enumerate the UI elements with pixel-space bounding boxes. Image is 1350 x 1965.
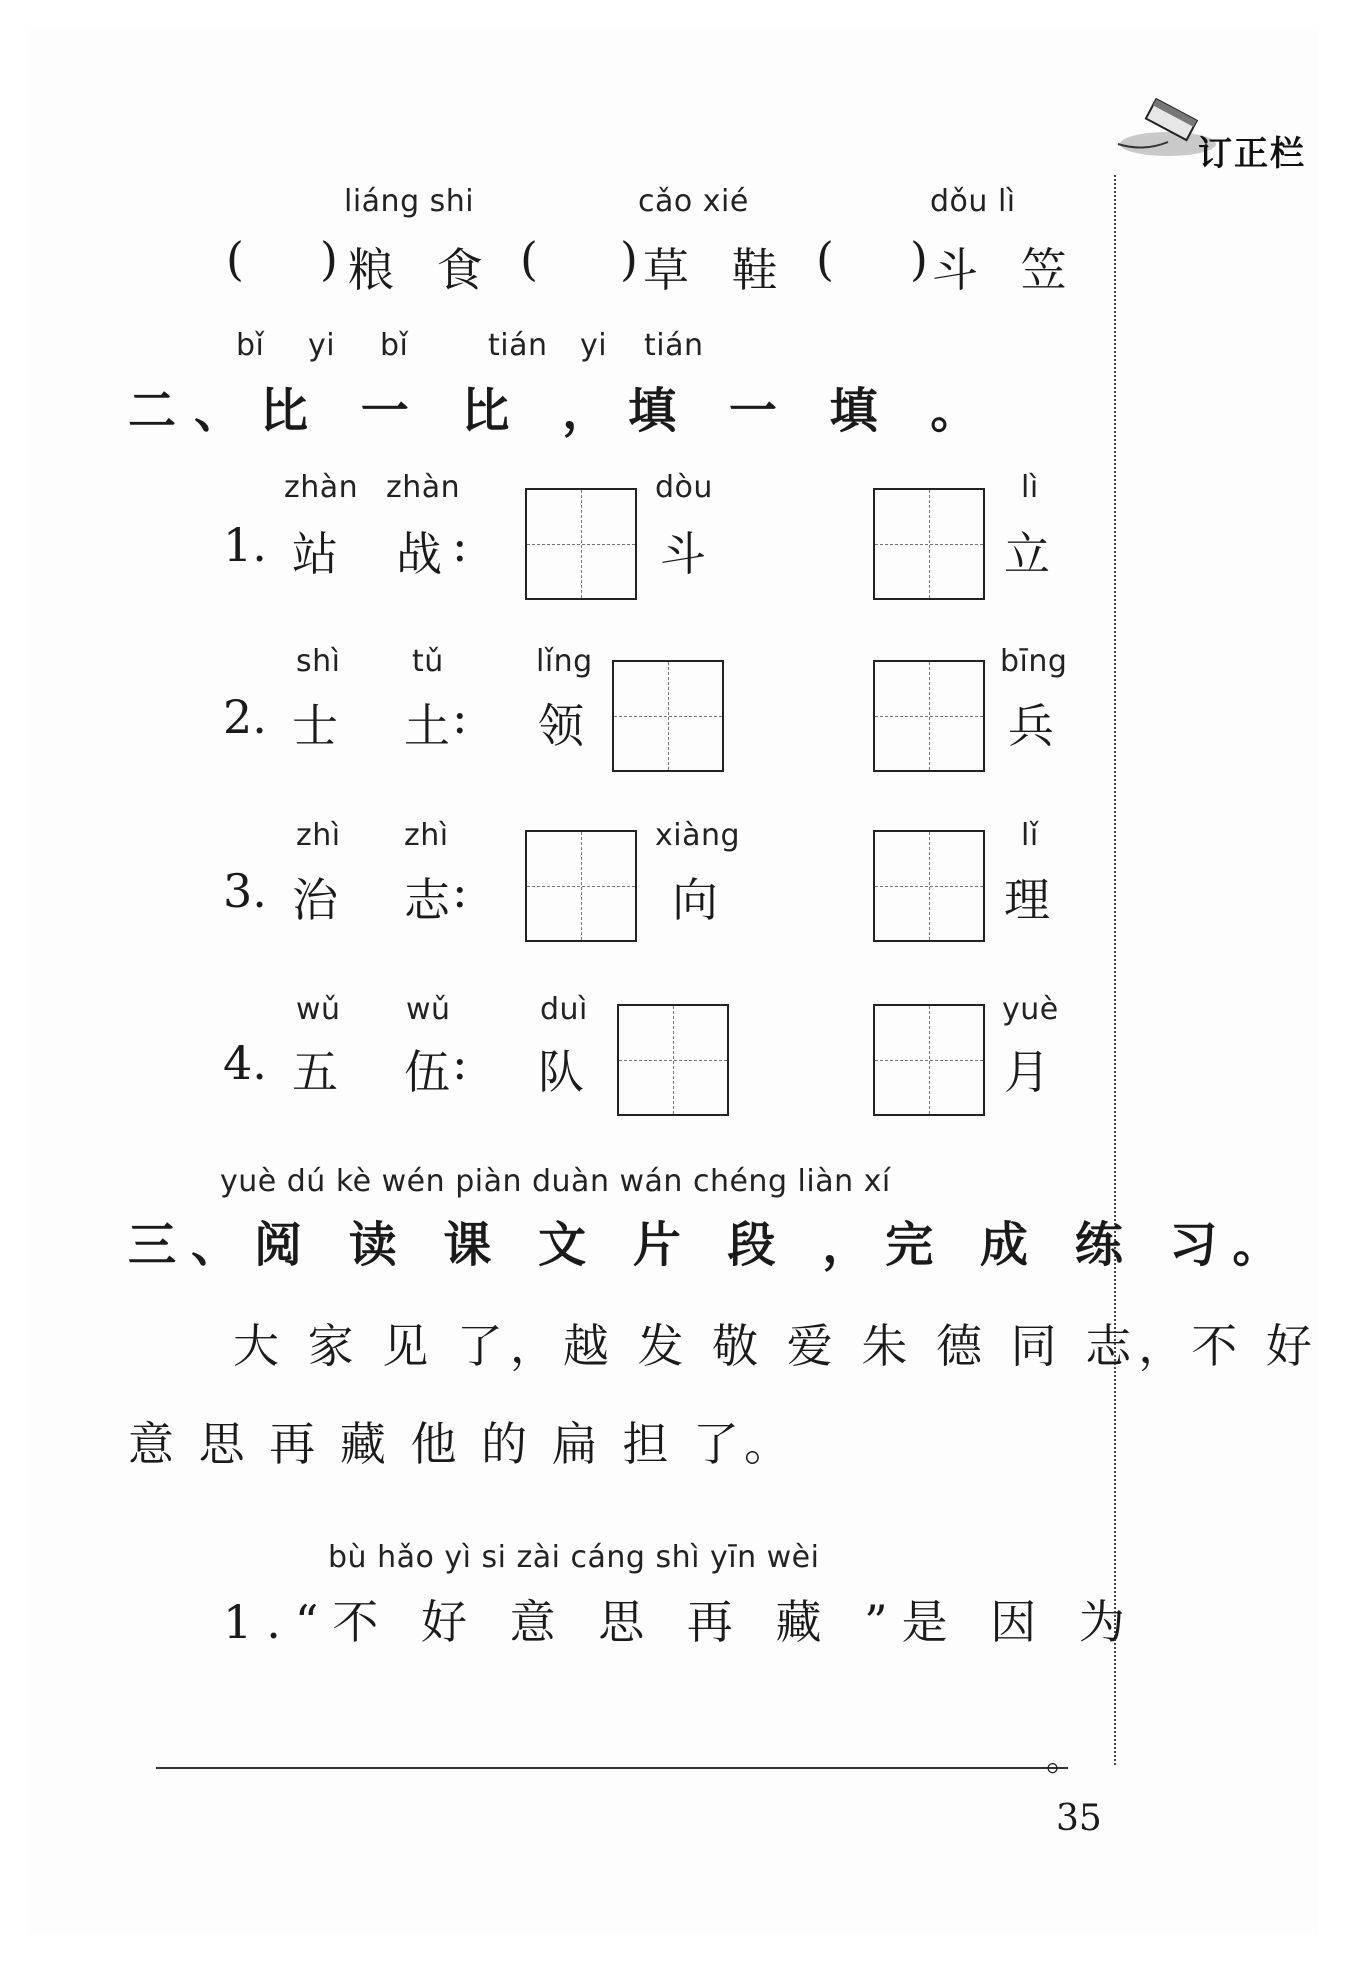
char: 五 xyxy=(292,1045,338,1099)
answer-box[interactable] xyxy=(617,1004,729,1116)
answer-box[interactable] xyxy=(873,830,985,942)
section-2-title: 二、比 一 比 ，填 一 填 。 xyxy=(128,383,997,439)
pinyin: dǒu lì xyxy=(930,184,1016,219)
char: 站 xyxy=(292,527,338,581)
pinyin: shì xyxy=(296,644,341,679)
correction-column-title: 订正栏 xyxy=(1198,134,1306,174)
pinyin: duì xyxy=(540,992,588,1027)
pinyin: tián xyxy=(488,328,548,363)
char: 月 xyxy=(1004,1045,1050,1099)
pinyin: bǐ xyxy=(380,328,409,363)
open-paren: ( xyxy=(520,232,538,286)
pinyin: yi xyxy=(308,328,336,363)
close-paren: ) xyxy=(910,232,928,286)
question-1: 1.“不 好 意 思 再 藏 ”是 因 为 xyxy=(223,1595,1139,1649)
colon: : xyxy=(452,690,468,744)
answer-box[interactable] xyxy=(525,830,637,942)
pinyin: zhì xyxy=(404,818,449,853)
section-3-title: 三、阅 读 课 文 片 段 ，完 成 练 习。 xyxy=(128,1217,1296,1273)
open-paren: ( xyxy=(816,232,834,286)
pinyin: bǐ xyxy=(236,328,265,363)
char: 向 xyxy=(672,873,718,927)
pinyin: wǔ xyxy=(296,992,341,1027)
correction-column-divider xyxy=(1114,175,1116,1765)
answer-box[interactable] xyxy=(873,488,985,600)
word-caoxie: 草 鞋 xyxy=(643,243,792,297)
pinyin: lǐng xyxy=(536,644,593,679)
word-douli: 斗 笠 xyxy=(932,243,1081,297)
char: 理 xyxy=(1004,873,1050,927)
char: 土 xyxy=(404,699,450,753)
char: 治 xyxy=(292,873,338,927)
pinyin: lì xyxy=(1021,470,1039,505)
passage-line-1: 大 家 见 了，越 发 敬 爱 朱 德 同 志，不 好 xyxy=(233,1319,1319,1373)
page-number: 35 xyxy=(1056,1798,1102,1839)
pinyin: zhì xyxy=(296,818,341,853)
answer-box[interactable] xyxy=(873,660,985,772)
open-paren: ( xyxy=(226,232,244,286)
char: 伍 xyxy=(404,1045,450,1099)
char: 志 xyxy=(404,873,450,927)
worksheet-page xyxy=(28,30,1318,1935)
close-paren: ) xyxy=(320,232,338,286)
char: 兵 xyxy=(1008,699,1054,753)
char: 立 xyxy=(1004,527,1050,581)
item-number: 1. xyxy=(223,518,267,572)
pinyin: wǔ xyxy=(406,992,451,1027)
pinyin: yuè xyxy=(1002,992,1059,1027)
pinyin: yi xyxy=(580,328,608,363)
pinyin: tián xyxy=(644,328,704,363)
answer-box[interactable] xyxy=(525,488,637,600)
passage-line-2: 意 思 再 藏 他 的 扁 担 了。 xyxy=(128,1417,795,1471)
pinyin: lǐ xyxy=(1021,818,1039,853)
pinyin: zhàn xyxy=(386,470,461,505)
question-pinyin: bù hǎo yì si zài cáng shì yīn wèi xyxy=(328,1540,820,1575)
pinyin: cǎo xié xyxy=(638,184,749,219)
char: 战 xyxy=(396,527,442,581)
colon: : xyxy=(452,518,468,572)
char: 士 xyxy=(292,699,338,753)
pinyin: liáng shi xyxy=(344,184,475,219)
item-number: 2. xyxy=(223,690,267,744)
colon: : xyxy=(452,1036,468,1090)
pinyin: zhàn xyxy=(284,470,359,505)
answer-line[interactable] xyxy=(156,1767,1068,1769)
pinyin: bīng xyxy=(1000,644,1068,679)
char: 领 xyxy=(538,699,584,753)
item-number: 3. xyxy=(223,864,267,918)
end-mark: 。 xyxy=(1046,1738,1083,1779)
colon: : xyxy=(452,864,468,918)
item-number: 4. xyxy=(223,1036,267,1090)
answer-box[interactable] xyxy=(873,1004,985,1116)
char: 队 xyxy=(538,1045,584,1099)
pinyin: dòu xyxy=(655,470,713,505)
pinyin: tǔ xyxy=(412,644,444,679)
pinyin: xiàng xyxy=(655,818,741,853)
answer-box[interactable] xyxy=(612,660,724,772)
section-3-pinyin: yuè dú kè wén piàn duàn wán chéng liàn xí xyxy=(220,1164,891,1199)
word-liangshi: 粮 食 xyxy=(348,243,497,297)
char: 斗 xyxy=(660,527,706,581)
close-paren: ) xyxy=(620,232,638,286)
